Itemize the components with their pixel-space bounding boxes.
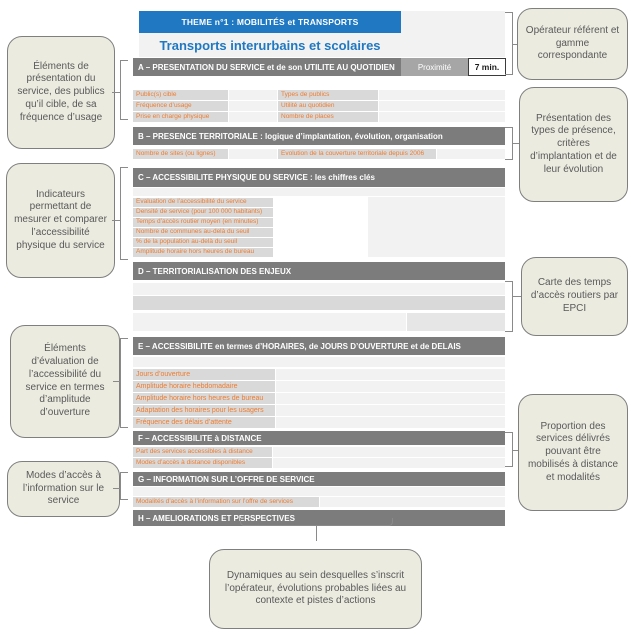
- connector-line: [513, 44, 517, 45]
- field-label: Fréquence des délais d’attente: [133, 417, 275, 428]
- connector-line: [513, 296, 521, 297]
- bracket-section-a: [120, 60, 128, 120]
- callout-proportion-distance: Proportion des services délivrés pouvant être mobilisés à distance et modalités: [518, 394, 628, 511]
- field-label: Types de publics: [278, 90, 378, 100]
- callout-operateur: Opérateur référent et gamme correspondante: [517, 8, 628, 80]
- empty-band: [133, 357, 505, 367]
- field-label: Fréquence d’usage: [133, 101, 228, 111]
- callout-modes-acces: Modes d’accès à l’information sur le service: [7, 461, 120, 517]
- section-f-header: F – ACCESSIBILITE à DISTANCE: [133, 431, 505, 445]
- proximity-label: Proximité: [401, 58, 468, 76]
- field-value: [379, 112, 505, 122]
- field-value: [276, 405, 505, 416]
- field-value: [273, 447, 505, 457]
- page-title: Transports interurbains et scolaires: [139, 33, 401, 57]
- bracket-section-e: [120, 338, 128, 428]
- field-label: Evolution de la couverture territoriale depuis 2006: [278, 149, 436, 159]
- empty-band: [133, 487, 505, 496]
- bracket-section-h: [240, 518, 393, 526]
- field-value: [379, 90, 505, 100]
- field-label: Nombre de sites (ou lignes): [133, 149, 228, 159]
- field-label: Amplitude horaire hebdomadaire: [133, 381, 275, 392]
- connector-line: [513, 143, 519, 144]
- bracket-section-b: [505, 127, 513, 160]
- section-e-header: E – ACCESSIBILITE en termes d’HORAIRES, de JOURS D’OUVERTURE et de DELAIS: [133, 337, 505, 355]
- field-value: [229, 149, 277, 159]
- callout-carte-epci: Carte des temps d’accès routiers par EPCI: [521, 257, 628, 336]
- field-label: Modes d’accès à distance disponibles: [133, 458, 272, 468]
- field-label: Evaluation de l’accessibilité du service: [133, 198, 273, 207]
- proximity-value: 7 min.: [468, 58, 506, 76]
- field-label: Nombre de places: [278, 112, 378, 122]
- connector-line: [113, 381, 120, 382]
- section-b-header: B – PRESENCE TERRITORIALE : logique d’implantation, évolution, organisation: [133, 127, 505, 145]
- callout-presentation: Éléments de présentation du service, des publics qu’il cible, de sa fréquence d’usage: [7, 36, 115, 149]
- bracket-section-g: [120, 472, 128, 500]
- field-value: [273, 458, 505, 468]
- field-label: Amplitude horaire hors heures de bureau: [133, 248, 273, 257]
- bracket-section-f: [505, 432, 513, 467]
- section-d-header: D – TERRITORIALISATION DES ENJEUX: [133, 262, 505, 280]
- field-value: [437, 149, 505, 159]
- field-label: Public(s) cible: [133, 90, 228, 100]
- field-value: [276, 393, 505, 404]
- connector-line: [113, 488, 120, 489]
- field-label: Prise en charge physique: [133, 112, 228, 122]
- theme-banner: THEME n°1 : MOBILITÉS et TRANSPORTS: [139, 11, 401, 33]
- field-value: [276, 369, 505, 380]
- bracket-section-d: [505, 281, 513, 332]
- section-c-value-block: [368, 197, 505, 257]
- field-label: Adaptation des horaires pour les usagers: [133, 405, 275, 416]
- field-value: [276, 417, 505, 428]
- field-label: Nombre de communes au-delà du seuil: [133, 228, 273, 237]
- field-label: Densité de service (pour 100 000 habitants): [133, 208, 273, 217]
- field-value: [229, 90, 277, 100]
- section-h-header: H – AMELIORATIONS ET PERSPECTIVES: [133, 510, 505, 526]
- empty-band: [407, 313, 505, 331]
- section-a-header: A – PRESENTATION DU SERVICE et de son UTILITE AU QUOTIDIEN: [133, 58, 401, 76]
- empty-band: [133, 313, 406, 331]
- field-label: Temps d’accès routier moyen (en minutes): [133, 218, 273, 227]
- callout-types-presence: Présentation des types de présence, critères d’implantation et de leur évolution: [519, 87, 628, 202]
- section-c-header: C – ACCESSIBILITE PHYSIQUE DU SERVICE : les chiffres clés: [133, 168, 505, 187]
- field-label: Modalités d’accès à l’information sur l’offre de services: [133, 497, 319, 507]
- field-label: Amplitude horaire hors heures de bureau: [133, 393, 275, 404]
- field-value: [276, 381, 505, 392]
- field-label: Part des services accessibles à distance: [133, 447, 272, 457]
- empty-band: [133, 188, 505, 196]
- connector-line: [112, 92, 120, 93]
- field-value: [229, 101, 277, 111]
- field-value: [320, 497, 505, 507]
- callout-evaluation: Éléments d’évaluation de l’accessibilité du service en termes d’amplitude d’ouverture: [10, 325, 120, 438]
- section-g-header: G – INFORMATION SUR L’OFFRE DE SERVICE: [133, 472, 505, 486]
- header-right-spacer: [401, 11, 505, 57]
- field-value: [379, 101, 505, 111]
- field-value: [229, 112, 277, 122]
- connector-line: [513, 450, 518, 451]
- empty-band: [133, 283, 505, 295]
- field-label: % de la population au-delà du seuil: [133, 238, 273, 247]
- callout-indicateurs: Indicateurs permettant de mesurer et comparer l’accessibilité physique du service: [6, 163, 115, 278]
- empty-band: [133, 296, 505, 310]
- field-label: Utilité au quotidien: [278, 101, 378, 111]
- connector-line: [316, 526, 317, 541]
- bracket-header: [505, 12, 513, 75]
- connector-line: [112, 220, 120, 221]
- callout-dynamiques: Dynamiques au sein desquelles s’inscrit l’opérateur, évolutions probables liées au contexte et pistes d’actions: [209, 549, 422, 629]
- field-label: Jours d’ouverture: [133, 369, 275, 380]
- bracket-section-c: [120, 167, 128, 260]
